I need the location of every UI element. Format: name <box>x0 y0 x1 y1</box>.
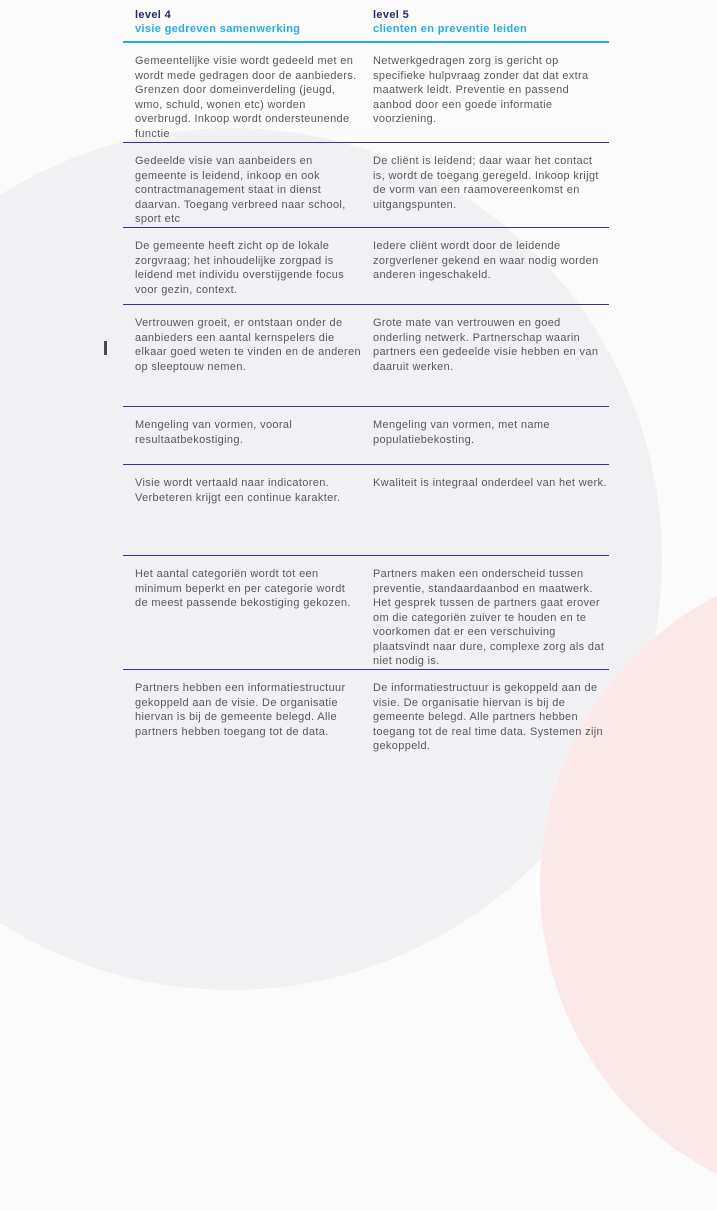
cell-level5: Mengeling van vormen, met name populatiebekosting. <box>373 419 550 446</box>
cell-level4: Gemeentelijke visie wordt gedeeld met en wordt mede gedragen door de aanbieders. Grenzen door domeinverdeling (jeugd, wmo, schuld, wonen etc) worden overbrugd. Inkoop wordt ondersteunende functie <box>135 55 357 140</box>
level4-header <box>123 8 373 41</box>
table-row <box>123 305 609 407</box>
level5-header <box>373 8 609 41</box>
level4-title: level 4 <box>135 9 172 21</box>
cell-level4: Vertrouwen groeit, er ontstaan onder de aanbieders een aantal kernspelers die elkaar goed weten te vinden en de anderen op sleeptouw nemen. <box>135 317 361 373</box>
cell-level5: De cliënt is leidend; daar waar het contact is, wordt de toegang geregeld. Inkoop krijgt de vorm van een raamovereenkomst en uitgangspunten. <box>373 155 599 211</box>
cell-level5: Kwaliteit is integraal onderdeel van het werk. <box>373 477 607 489</box>
table-header <box>123 6 609 43</box>
table-row <box>123 556 609 670</box>
cell-level5: Netwerkgedragen zorg is gericht op specifieke hulpvraag zonder dat dat extra maatwerk leidt. Preventie en passend aanbod door een goede informatie voorziening. <box>373 55 589 125</box>
cell-level4: Partners hebben een informatiestructuur gekoppeld aan de visie. De organisatie hiervan is bij de gemeente belegd. Alle partners hebben toegang tot de data. <box>135 682 346 738</box>
cell-level5: Iedere cliënt wordt door de leidende zorgverlener gekend en waar nodig worden anderen ingeschakeld. <box>373 240 599 281</box>
table-row <box>123 43 609 143</box>
cell-level4: Mengeling van vormen, vooral resultaatbekostiging. <box>135 419 293 446</box>
maturity-table <box>123 6 609 754</box>
cell-level4: Gedeelde visie van aanbeiders en gemeente is leidend, inkoop en ook contractmanagement staat in dienst daarvan. Toegang verbreed naar school, sport etc <box>135 155 346 225</box>
table-row <box>123 407 609 465</box>
cell-level5: Partners maken een onderscheid tussen preventie, standaardaanbod en maatwerk. Het gesprek tussen de partners gaat erover om die categoriën zuiver te houden en te voorkomen dat er een verschuiving plaatsvindt naar dure, complexe zorg als dat niet nodig is. <box>373 568 605 667</box>
table-row <box>123 465 609 556</box>
table-row <box>123 670 609 754</box>
cell-level5: Grote mate van vertrouwen en goed onderling netwerk. Partnerschap waarin partners een gedeelde visie hebben en van daaruit werken. <box>373 317 599 373</box>
level4-subtitle: visie gedreven samenwerking <box>135 23 301 35</box>
level5-subtitle: clienten en preventie leiden <box>373 23 528 35</box>
cell-level4: Het aantal categoriën wordt tot een minimum beperkt en per categorie wordt de meest passende bekostiging gekozen. <box>135 568 351 609</box>
level5-title: level 5 <box>373 9 410 21</box>
cell-level4: De gemeente heeft zicht op de lokale zorgvraag; het inhoudelijke zorgpad is leidend met individu overstijgende focus voor gezin, context. <box>135 240 345 296</box>
table-row <box>123 228 609 305</box>
table-row <box>123 143 609 228</box>
stray-margin-mark <box>104 341 107 355</box>
cell-level4: Visie wordt vertaald naar indicatoren. Verbeteren krijgt een continue karakter. <box>135 477 341 504</box>
cell-level5: De informatiestructuur is gekoppeld aan de visie. De organisatie hiervan is bij de gemeente belegd. Alle partners hebben toegang tot de real time data. Systemen zijn gekoppeld. <box>373 682 604 752</box>
